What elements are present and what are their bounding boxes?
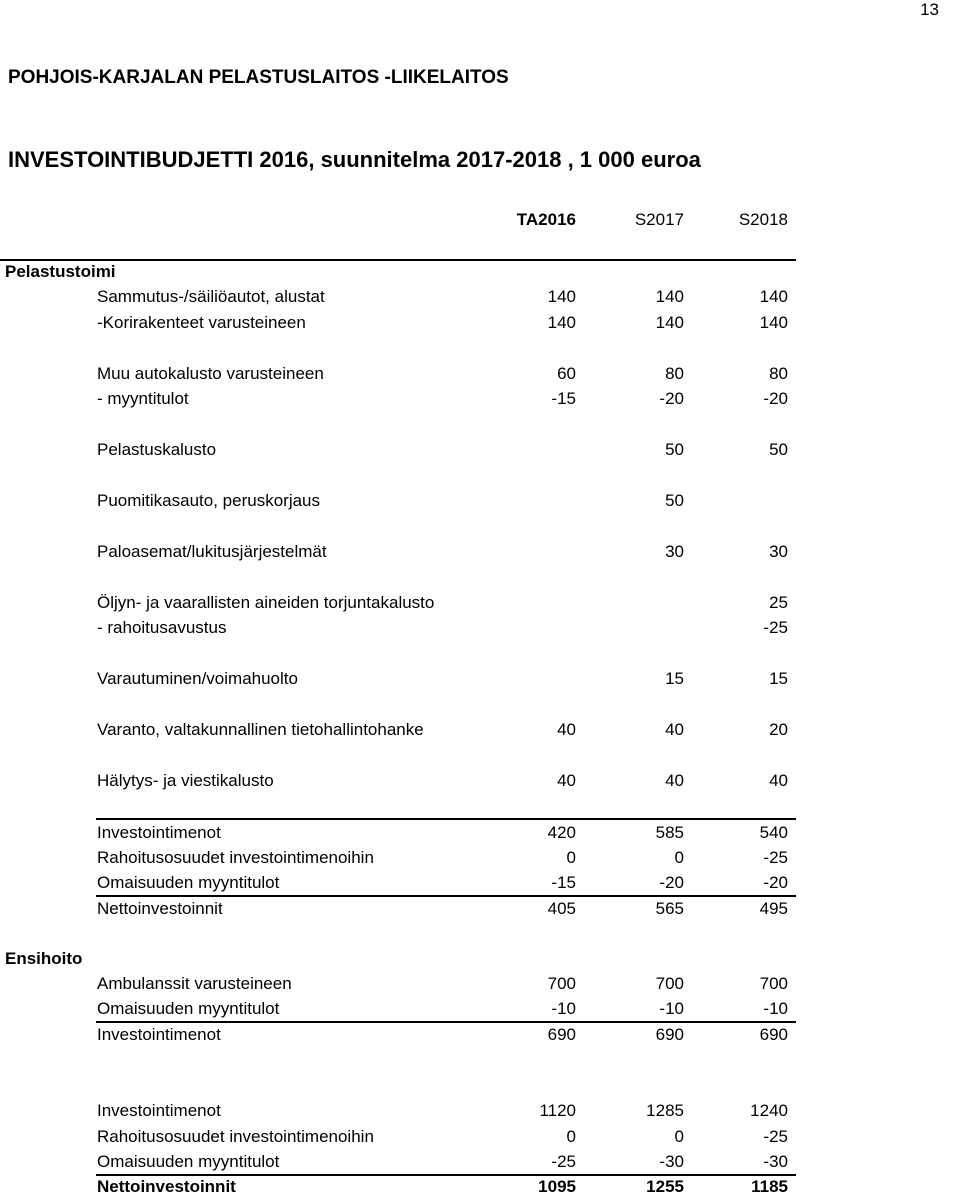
value-s2018: 1240 <box>750 1101 788 1120</box>
table-row <box>0 873 960 895</box>
value-s2017: 80 <box>665 364 684 383</box>
row-label: Investointimenot <box>97 1101 221 1120</box>
value-ta2016: 60 <box>557 364 576 383</box>
value-s2018: -20 <box>763 389 788 408</box>
row-label: Rahoitusosuudet investointimenoihin <box>97 1127 374 1146</box>
value-s2018: 540 <box>759 823 788 842</box>
value-ta2016: 405 <box>547 899 576 918</box>
table-row <box>0 389 960 411</box>
row-label: Omaisuuden myyntitulot <box>97 873 280 892</box>
value-s2018: -25 <box>763 618 788 637</box>
value-ta2016: 420 <box>547 823 576 842</box>
value-s2017: -30 <box>659 1152 684 1171</box>
value-ta2016: 1120 <box>539 1101 576 1120</box>
table-row <box>0 618 960 640</box>
value-s2018: 140 <box>759 313 788 332</box>
value-s2017: 690 <box>655 1025 684 1044</box>
row-label: Puomitikasauto, peruskorjaus <box>97 491 321 510</box>
page-number: 13 <box>920 0 939 19</box>
value-s2018: 690 <box>759 1025 788 1044</box>
table-row <box>0 899 960 921</box>
value-ta2016: 0 <box>566 1127 576 1146</box>
table-row <box>0 1177 960 1199</box>
value-s2018: -30 <box>763 1152 788 1171</box>
column-header-s2018: S2018 <box>738 210 788 229</box>
table-row <box>0 1101 960 1123</box>
table-row <box>0 542 960 564</box>
value-s2018: 495 <box>759 899 788 918</box>
row-label: Nettoinvestoinnit <box>97 1177 236 1196</box>
value-ta2016: 690 <box>547 1025 576 1044</box>
value-ta2016: 0 <box>566 848 576 867</box>
header-rule <box>0 259 796 261</box>
value-s2017: 0 <box>674 848 684 867</box>
value-s2017: 700 <box>655 974 684 993</box>
value-s2018: -25 <box>763 848 788 867</box>
table-row <box>0 823 960 845</box>
value-s2017: 585 <box>655 823 684 842</box>
value-s2018: 1185 <box>751 1177 788 1196</box>
row-label: -Korirakenteet varusteineen <box>97 313 306 332</box>
value-s2017: 1255 <box>646 1177 684 1196</box>
ensihoito-rule <box>96 1021 796 1023</box>
value-s2017: -10 <box>659 999 684 1018</box>
value-ta2016: 140 <box>547 287 576 306</box>
value-s2018: 25 <box>769 593 788 612</box>
row-label: Investointimenot <box>97 1025 221 1044</box>
row-label: Muu autokalusto varusteineen <box>97 364 324 383</box>
value-ta2016: 700 <box>547 974 576 993</box>
row-label: Investointimenot <box>97 823 221 842</box>
value-s2017: 140 <box>655 313 684 332</box>
table-row <box>0 771 960 793</box>
value-s2018: 40 <box>769 771 788 790</box>
value-s2017: 50 <box>665 440 684 459</box>
net-rule <box>96 895 796 897</box>
value-s2017: 1285 <box>646 1101 684 1120</box>
row-label: Ambulanssit varusteineen <box>97 974 292 993</box>
table-row <box>0 364 960 386</box>
table-row <box>0 1127 960 1149</box>
table-row <box>0 848 960 870</box>
value-s2017: 40 <box>665 771 684 790</box>
column-header-s2017: S2017 <box>634 210 684 229</box>
row-label: Omaisuuden myyntitulot <box>97 1152 280 1171</box>
value-s2017: -20 <box>659 873 684 892</box>
row-label: Rahoitusosuudet investointimenoihin <box>97 848 374 867</box>
organization-title: POHJOIS-KARJALAN PELASTUSLAITOS -LIIKELAITOS <box>8 67 509 88</box>
value-s2017: 140 <box>655 287 684 306</box>
value-s2018: 20 <box>769 720 788 739</box>
value-s2018: -25 <box>763 1127 788 1146</box>
value-s2017: 40 <box>665 720 684 739</box>
value-s2018: 700 <box>759 974 788 993</box>
section-title-ensihoito: Ensihoito <box>5 949 83 968</box>
table-row <box>0 440 960 462</box>
value-ta2016: -15 <box>551 389 576 408</box>
row-label: - myyntitulot <box>97 389 189 408</box>
value-s2018: -10 <box>763 999 788 1018</box>
row-label: Varanto, valtakunnallinen tietohallintohanke <box>97 720 424 739</box>
table-row <box>0 593 960 615</box>
value-ta2016: -15 <box>551 873 576 892</box>
value-s2018: 30 <box>769 542 788 561</box>
value-s2017: 0 <box>674 1127 684 1146</box>
value-ta2016: 40 <box>557 720 576 739</box>
value-ta2016: 140 <box>547 313 576 332</box>
value-s2018: 80 <box>769 364 788 383</box>
table-row <box>0 1025 960 1047</box>
table-row <box>0 974 960 996</box>
table-row <box>0 313 960 335</box>
table-row <box>0 999 960 1021</box>
totals-rule <box>96 1174 796 1176</box>
value-s2018: 15 <box>769 669 788 688</box>
row-label: Sammutus-/säiliöautot, alustat <box>97 287 325 306</box>
row-label: Omaisuuden myyntitulot <box>97 999 280 1018</box>
value-s2017: 565 <box>655 899 684 918</box>
section-title-pelastustoimi: Pelastustoimi <box>5 262 116 281</box>
row-label: - rahoitusavustus <box>97 618 227 637</box>
value-ta2016: 40 <box>557 771 576 790</box>
value-ta2016: -25 <box>551 1152 576 1171</box>
value-s2018: -20 <box>763 873 788 892</box>
value-s2017: 30 <box>665 542 684 561</box>
table-row <box>0 1152 960 1174</box>
value-s2017: -20 <box>659 389 684 408</box>
row-label: Nettoinvestoinnit <box>97 899 223 918</box>
table-row <box>0 669 960 691</box>
row-label: Hälytys- ja viestikalusto <box>97 771 274 790</box>
table-row <box>0 491 960 513</box>
subtotal-rule <box>96 818 796 820</box>
value-ta2016: -10 <box>551 999 576 1018</box>
row-label: Varautuminen/voimahuolto <box>97 669 298 688</box>
value-s2017: 15 <box>665 669 684 688</box>
document-title: INVESTOINTIBUDJETTI 2016, suunnitelma 2017-2018 , 1 000 euroa <box>8 147 701 172</box>
table-row <box>0 287 960 309</box>
value-s2018: 50 <box>769 440 788 459</box>
value-ta2016: 1095 <box>538 1177 576 1196</box>
column-header-ta2016: TA2016 <box>516 210 576 229</box>
value-s2017: 50 <box>665 491 684 510</box>
table-row <box>0 720 960 742</box>
row-label: Öljyn- ja vaarallisten aineiden torjuntakalusto <box>97 593 435 612</box>
row-label: Paloasemat/lukitusjärjestelmät <box>97 542 327 561</box>
row-label: Pelastuskalusto <box>97 440 217 459</box>
value-s2018: 140 <box>759 287 788 306</box>
